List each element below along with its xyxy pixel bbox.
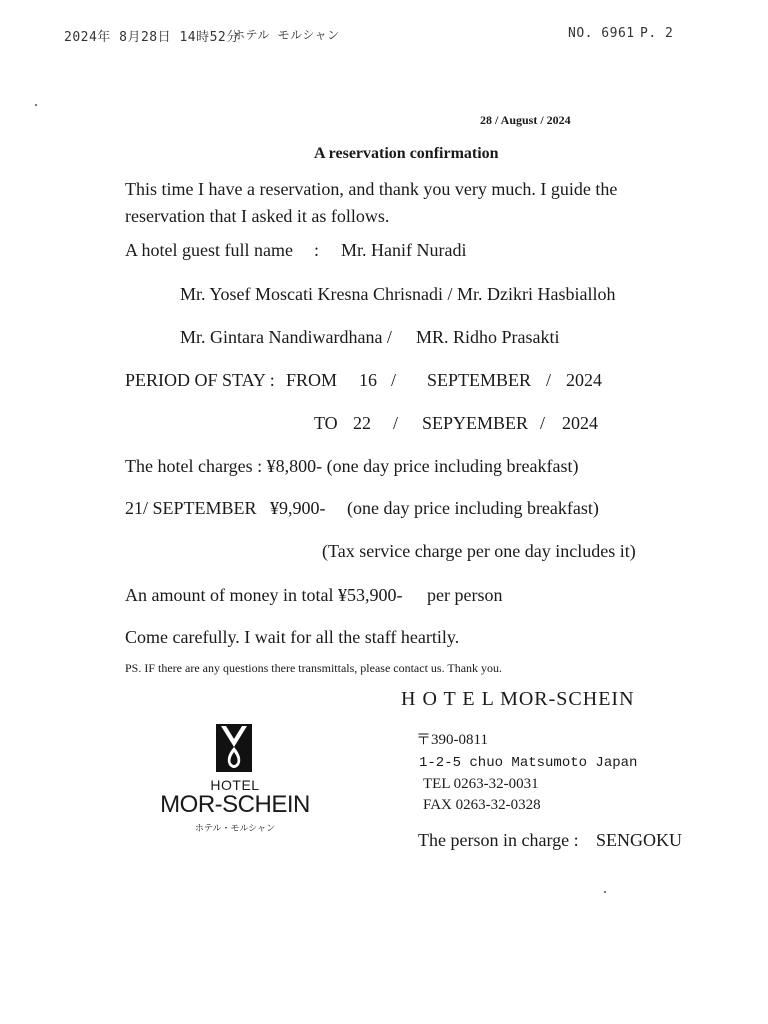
person-in-charge-label: The person in charge : <box>418 830 579 850</box>
hotel-tel: TEL 0263-32-0031 <box>423 776 539 792</box>
person-in-charge-name: SENGOKU <box>596 830 683 850</box>
stay-from-slash-1: / <box>391 370 397 390</box>
guest-name-1: Mr. Hanif Nuradi <box>341 240 467 260</box>
document-title: A reservation confirmation <box>314 145 499 162</box>
guest-label: A hotel guest full name <box>125 240 293 260</box>
hotel-address: 1-2-5 chuo Matsumoto Japan <box>419 755 638 771</box>
document-date: 28 / August / 2024 <box>480 113 571 127</box>
stay-from-month: SEPTEMBER <box>427 370 532 390</box>
charges-date: 21/ SEPTEMBER <box>125 498 257 518</box>
guest-names-line-2: Mr. Yosef Moscati Kresna Chrisnadi / Mr. Dzikri Hasbialloh <box>180 284 616 304</box>
guest-name-4: MR. Ridho Prasakti <box>416 327 560 347</box>
stay-from-day: 16 <box>359 370 377 390</box>
guest-name-3: Mr. Gintara Nandiwardhana / <box>180 327 392 347</box>
total-amount: An amount of money in total ¥53,900- <box>125 585 403 605</box>
scan-speck <box>35 104 37 106</box>
intro-line-2: reservation that I asked it as follows. <box>125 206 390 226</box>
stay-to-label: TO <box>314 413 338 433</box>
charges-description: (one day price including breakfast) <box>347 498 599 518</box>
stay-to-year: 2024 <box>562 413 598 433</box>
hotel-postal-code: 〒390-0811 <box>416 732 488 748</box>
stay-to-slash-1: / <box>393 413 399 433</box>
hotel-emblem-icon <box>215 723 253 773</box>
scan-speck <box>604 891 606 893</box>
guest-separator: : <box>314 240 320 260</box>
hotel-name: H O T E L MOR-SCHEIN <box>401 688 635 710</box>
fax-number: NO. 6961 <box>568 26 635 41</box>
stay-to-month: SEPYEMBER <box>422 413 529 433</box>
logo-name-text: MOR-SCHEIN <box>160 791 310 818</box>
postscript: PS. IF there are any questions there transmittals, please contact us. Thank you. <box>125 661 503 675</box>
intro-line-1: This time I have a reservation, and thank you very much. I guide the <box>125 179 618 199</box>
hotel-fax: FAX 0263-32-0328 <box>423 797 541 813</box>
fax-sender: ホテル モルシャン <box>233 28 340 42</box>
fax-page: P. 2 <box>640 26 674 41</box>
hotel-logo <box>150 720 320 840</box>
logo-hotel-text: HOTEL <box>210 777 260 793</box>
stay-to-slash-2: / <box>540 413 546 433</box>
logo-kana-text: ホテル・モルシャン <box>194 824 276 834</box>
stay-from-label: FROM <box>286 370 338 390</box>
fax-datetime: 2024年 8月28日 14時52分 <box>64 30 240 45</box>
per-person: per person <box>427 585 503 605</box>
stay-label: PERIOD OF STAY : <box>125 370 275 390</box>
stay-to-day: 22 <box>353 413 371 433</box>
stay-from-year: 2024 <box>566 370 602 390</box>
stay-from-slash-2: / <box>546 370 552 390</box>
closing-line: Come carefully. I wait for all the staff heartily. <box>125 627 460 647</box>
charges-line-1: The hotel charges : ¥8,800- (one day price including breakfast) <box>125 456 579 476</box>
charges-price: ¥9,900- <box>270 498 326 518</box>
tax-note: (Tax service charge per one day includes it) <box>322 541 636 561</box>
